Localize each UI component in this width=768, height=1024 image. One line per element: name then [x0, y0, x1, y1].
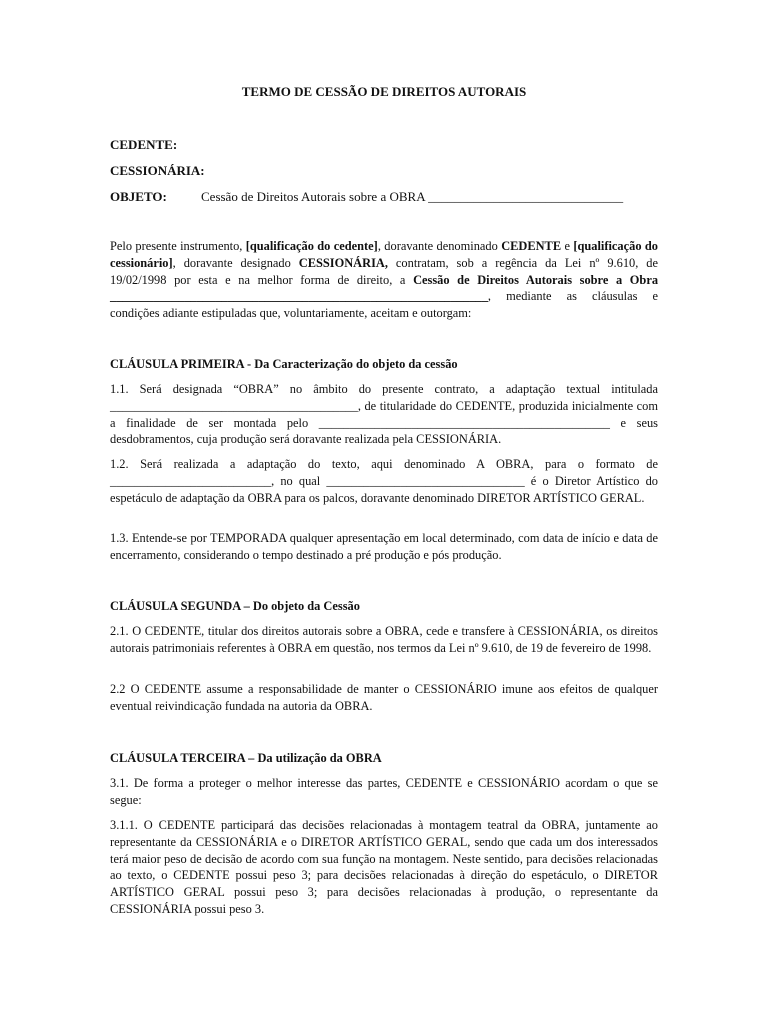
clausula-1-3-text: 1.3. Entende-se por TEMPORADA qualquer apresentação em local determinado, com data de início e data de encerramento, considerando o tempo destinado a pré produção e pós produção. [110, 531, 658, 562]
objeto-label: OBJETO: [110, 189, 167, 204]
intro-text-2: , doravante denominado [377, 239, 502, 253]
clausula-2-2-text: 2.2 O CEDENTE assume a responsabilidade de manter o CESSIONÁRIO imune aos efeitos de qualquer eventual reivindicação fundada na autoria da OBRA. [110, 682, 658, 713]
clausula-3-1-1 [110, 817, 658, 918]
objeto-field [110, 189, 624, 205]
clausula-1-3 [110, 530, 658, 564]
clausula-3-1-text: 3.1. De forma a proteger o melhor interesse das partes, CEDENTE e CESSIONÁRIO acordam o que se segue: [110, 776, 658, 807]
cessionaria-field [110, 163, 205, 179]
clausula-1-2 [110, 456, 658, 506]
clausula-1-1 [110, 381, 658, 448]
intro-bold-2: CEDENTE [501, 239, 562, 253]
intro-bold-3: [qualificação do cessionário] [110, 239, 658, 270]
cessionaria-label: CESSIONÁRIA: [110, 163, 205, 178]
intro-bold-1: [qualificação do cedente] [245, 239, 378, 253]
cedente-label: CEDENTE: [110, 137, 178, 152]
clausula-1-1-text: 1.1. Será designada “OBRA” no âmbito do presente contrato, a adaptação textual intitulada ________________________________________, de titularidade do CEDENTE, produzida inicialmente com a finalidade de ser montada pelo _______________________________________________ e seus desdobramentos, cuja produção será doravante realizada pela CESSIONÁRIA. [110, 382, 658, 447]
intro-text-3: e [561, 239, 574, 253]
intro-bold-5: Cessão de Direitos Autorais sobre a Obra _____________________________________________________________ [110, 272, 659, 304]
clausula-terceira-heading: CLÁUSULA TERCEIRA – Da utilização da OBRA [110, 751, 382, 765]
clausula-1-2-text: 1.2. Será realizada a adaptação do texto, aqui denominado A OBRA, para o formato de __________________________, no qual ________________________________ é o Diretor Artístico do espetáculo de adaptação da OBRA para os palcos, doravante denominado DIRETOR ARTÍSTICO GERAL. [110, 457, 658, 505]
intro-text-4: , doravante designado [172, 255, 299, 270]
clausula-3-1 [110, 775, 658, 809]
clausula-2-1 [110, 623, 658, 657]
document-title: TERMO DE CESSÃO DE DIREITOS AUTORAIS [241, 84, 527, 99]
clausula-2-2 [110, 681, 658, 715]
intro-text-6: , mediante as cláusulas e condições adiante estipuladas que, voluntariamente, aceitam e outorgam: [110, 289, 658, 321]
cedente-field [110, 137, 177, 153]
clausula-3-1-1-text: 3.1.1. O CEDENTE participará das decisões relacionadas à montagem teatral da OBRA, juntamente ao representante da CESSIONÁRIA e o DIRETOR ARTÍSTICO GERAL, sendo que cada um dos interessados terá maior peso de decisão de acordo com sua função na montagem. Neste sentido, para decisões relacionadas ao texto, o CEDENTE possui peso 3; para decisões relacionadas à direção do espetáculo, o DIRETOR ARTÍSTICO GERAL possui peso 3; para decisões relacionadas à produção, o representante da CESSIONÁRIA possui peso 3. [110, 818, 658, 916]
objeto-value: Cessão de Direitos Autorais sobre a OBRA ______________________________ [201, 189, 624, 204]
intro-bold-4: CESSIONÁRIA, [298, 255, 388, 270]
clausula-primeira-heading: CLÁUSULA PRIMEIRA - Da Caracterização do objeto da cessão [110, 357, 458, 371]
intro-paragraph [110, 238, 658, 322]
intro-text-1: Pelo presente instrumento, [110, 239, 246, 253]
intro-text-5: contratam, sob a regência da Lei nº 9.610, de 19/02/1998 por esta e na melhor forma de direito, a [110, 255, 658, 287]
clausula-2-1-text: 2.1. O CEDENTE, titular dos direitos autorais sobre a OBRA, cede e transfere à CESSIONÁRIA, os direitos autorais patrimoniais referentes à OBRA em questão, nos termos da Lei nº 9.610, de 19 de fevereiro de 1998. [110, 624, 658, 655]
clausula-segunda-heading: CLÁUSULA SEGUNDA – Do objeto da Cessão [110, 599, 360, 613]
